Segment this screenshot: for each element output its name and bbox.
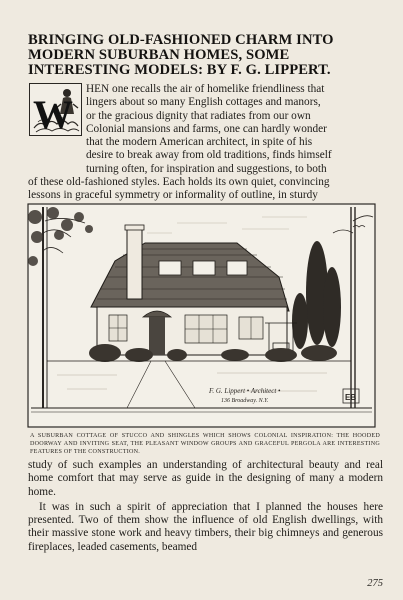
text-line: turning often, for inspiration and suggestions, to both — [86, 162, 327, 175]
cottage-illustration — [27, 203, 376, 428]
text-line: lingers about so many English cottages and manors, — [86, 96, 321, 109]
article-title: BRINGING OLD-FASHIONED CHARM INTO MODERN SUBURBAN HOMES, SOME INTERESTING MODELS: BY F. G. LIPPERT. — [28, 32, 334, 78]
illustrator-monogram: EB — [345, 393, 357, 402]
architect-address: 136 Broadway. N.Y. — [221, 398, 269, 404]
text-line: of these old-fashioned styles. Each holds its own quiet, convincing — [28, 175, 330, 188]
continuation-paragraph: study of such examples an understanding of architectural beauty and real home comfort that may serve as guide in the designing of many a modern home. — [28, 459, 383, 498]
illustration-caption: A SUBURBAN COTTAGE OF STUCCO AND SHINGLES WHICH SHOWS COLONIAL INSPIRATION: THE HOODED DOORWAY AND INVITING SEAT, THE PLEASANT WINDOW GROUPS AND GRACEFUL PERGOLA ARE INTERESTING FEATURES OF THE CONSTRUCTION. — [30, 433, 380, 456]
text-line: or the gracious dignity that radiates from our own — [86, 109, 311, 122]
text-line: HEN one recalls the air of homelike friendliness that — [86, 83, 325, 95]
text-line: lessons in graceful symmetry or informality of outline, in sturdy — [28, 189, 318, 201]
text-line: that the modern American architect, in spite of his — [86, 136, 313, 148]
article-continuation — [28, 459, 383, 554]
text-line: Colonial mansions and farms, one can hardly wonder — [86, 122, 327, 135]
text-line: desire to break away from old traditions, finds himself — [86, 149, 332, 162]
second-paragraph: It was in such a spirit of appreciation that I planned the houses here presented. Two of them show the influence of old English dwellings, with their massive stone work and heavy timbers, their big chimneys and generous fireplaces, leaded casements, beamed — [28, 500, 383, 553]
drop-cap-letter: W — [33, 92, 73, 135]
page-number: 275 — [367, 578, 383, 589]
architect-signature: F. G. Lippert • Architect • — [209, 387, 281, 395]
